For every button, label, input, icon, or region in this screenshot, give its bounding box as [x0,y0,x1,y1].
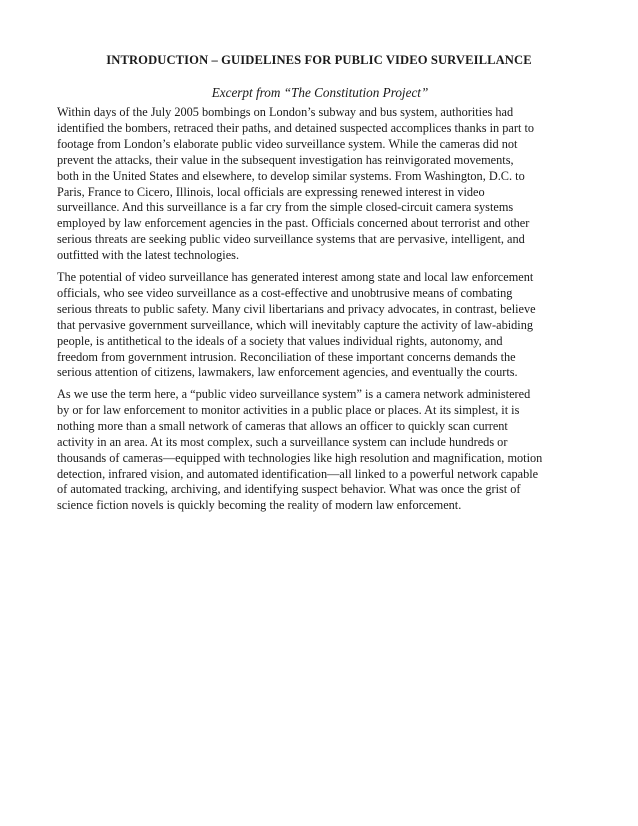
text-line: detection, infrared vision, and automated identification—all linked to a powerful network capable [57,466,539,481]
paragraph-1 [57,105,587,264]
text-line: freedom from government intrusion. Reconciliation of these important concerns demands the [57,349,516,364]
text-line: Within days of the July 2005 bombings on London’s subway and bus system, authorities had [57,105,514,119]
paragraph-3 [57,387,587,514]
document-title: INTRODUCTION – GUIDELINES FOR PUBLIC VIDEO SURVEILLANCE [106,53,532,67]
text-line: serious threats to public safety. Many civil libertarians and privacy advocates, in contrast, believe [57,301,536,316]
text-line: serious attention of citizens, lawmakers, law enforcement agencies, and eventually the courts. [57,365,518,380]
text-line: both in the United States and elsewhere, to develop similar systems. From Washington, D.C. to [57,168,525,183]
text-line: outfitted with the latest technologies. [57,248,240,263]
text-line: Paris, France to Cicero, Illinois, local officials are expressing renewed interest in video [57,184,485,199]
text-line: officials, who see video surveillance as a cost-effective and unobtrusive means of combating [57,285,513,300]
text-line: by or for law enforcement to monitor activities in a public place or places. At its simplest, it is [57,402,520,417]
text-line: activity in an area. At its most complex, such a surveillance system can include hundreds or [57,434,508,449]
text-line: As we use the term here, a “public video surveillance system” is a camera network administered [57,387,531,401]
paragraph-2 [57,270,587,381]
text-line: surveillance. And this surveillance is a far cry from the simple closed-circuit camera systems [57,200,514,215]
text-line: The potential of video surveillance has generated interest among state and local law enforcement [57,270,534,284]
text-line: thousands of cameras—equipped with technologies like high resolution and magnification, motion [57,450,543,465]
text-line: prevent the attacks, their value in the subsequent investigation has reinvigorated movements, [57,152,514,167]
text-line: people, is antithetical to the ideals of a society that values individual rights, autonomy, and [57,333,503,348]
text-line: employed by law enforcement agencies in the past. Officials concerned about terrorist and other [57,216,530,231]
text-line: that pervasive government surveillance, which will inevitably capture the activity of law-abiding [57,317,534,332]
text-line: identified the bombers, retraced their paths, and detained suspected accomplices thanks in part to [57,120,535,135]
text-line: serious threats are seeking public video surveillance systems that are pervasive, intelligent, and [57,232,525,247]
text-line: nothing more than a small network of cameras that allows an officer to quickly scan current [57,418,508,433]
text-line: science fiction novels is quickly becoming the reality of modern law enforcement. [57,498,462,513]
text-line: footage from London’s elaborate public video surveillance system. While the cameras did not [57,136,518,151]
document-subtitle: Excerpt from “The Constitution Project” [211,85,429,100]
text-line: of automated tracking, archiving, and identifying suspect behavior. What was once the grist of [57,482,521,497]
